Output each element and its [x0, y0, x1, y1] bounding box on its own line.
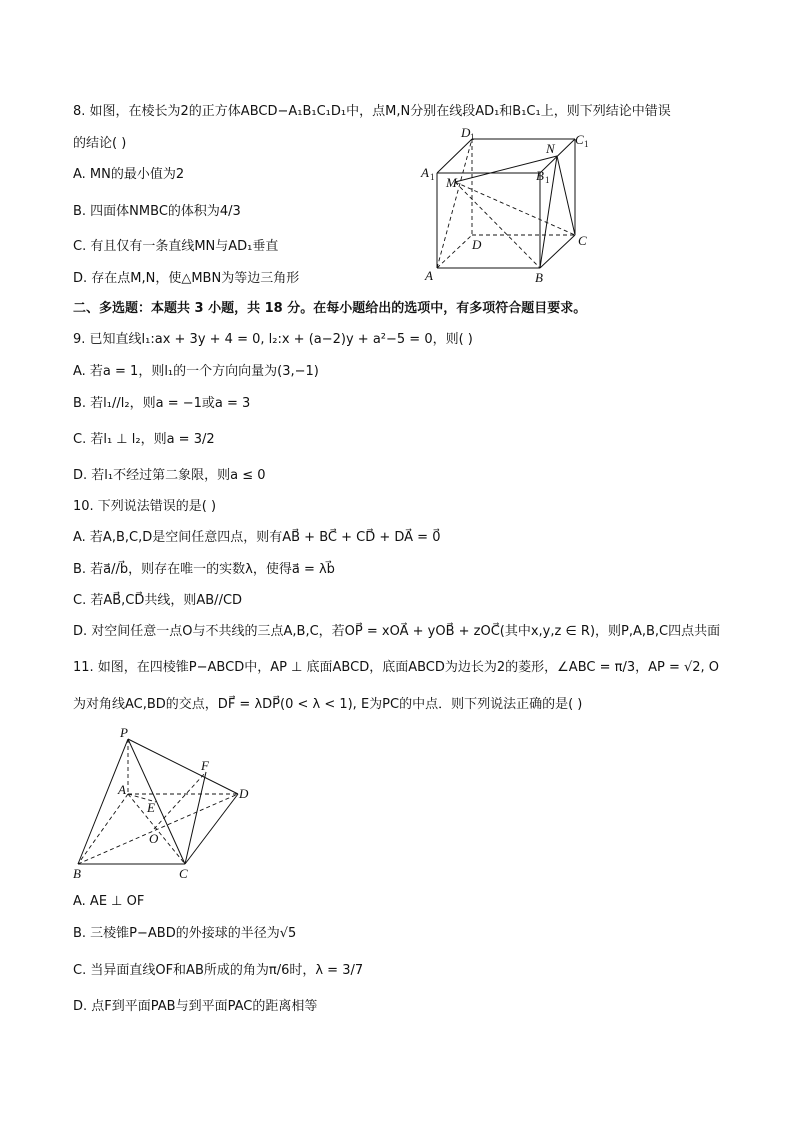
pyramid-label-C: C	[179, 866, 188, 881]
pyramid-label-F: F	[201, 758, 209, 773]
q8-stem-line2: 的结论( )	[73, 136, 127, 151]
cube-label-B: B	[535, 270, 543, 285]
cube-label-B1: B	[536, 168, 544, 183]
q11-stem-line2: 为对角线AC,BD的交点，DF⃗ = λDP⃗(0 < λ < 1), E为PC的中点．则下列说法正确的是( )	[73, 697, 583, 712]
q9-option-c: C. 若l₁ ⊥ l₂，则a = 3/2	[73, 432, 215, 447]
pyramid-label-D: D	[239, 786, 249, 801]
q10-option-b: B. 若a⃗//b⃗，则存在唯一的实数λ，使得a⃗ = λb⃗	[73, 562, 335, 577]
cube-label-M: M	[446, 175, 457, 190]
pyramid-label-O: O	[149, 831, 159, 846]
pyramid-label-A: A	[118, 782, 126, 797]
q8-option-b: B. 四面体NMBC的体积为4/3	[73, 204, 241, 219]
q11-stem-line1: 11. 如图，在四棱锥P−ABCD中，AP ⊥ 底面ABCD，底面ABCD为边长为2的菱形，∠ABC = π/3，AP = √2, O	[73, 660, 720, 675]
q8-option-c: C. 有且仅有一条直线MN与AD₁垂直	[73, 239, 279, 254]
cube-label-C1-sub: 1	[584, 139, 589, 149]
q10-stem: 10. 下列说法错误的是( )	[73, 499, 217, 514]
q11-option-a: A. AE ⊥ OF	[73, 894, 145, 909]
cube-label-B1-sub: 1	[545, 175, 550, 185]
cube-label-C: C	[578, 233, 587, 248]
q9-stem: 9. 已知直线l₁:ax + 3y + 4 = 0, l₂:x + (a−2)y + a²−5 = 0，则( )	[73, 332, 473, 347]
q11-option-b: B. 三棱锥P−ABD的外接球的半径为√5	[73, 926, 297, 941]
pyramid-label-P: P	[120, 725, 128, 740]
q11-option-c: C. 当异面直线OF和AB所成的角为π/6时，λ = 3/7	[73, 963, 364, 978]
cube-label-D1: D	[461, 125, 471, 140]
q9-option-b: B. 若l₁//l₂，则a = −1或a = 3	[73, 396, 251, 411]
cube-label-A1-sub: 1	[430, 172, 435, 182]
q10-option-a: A. 若A,B,C,D是空间任意四点，则有AB⃗ + BC⃗ + CD⃗ + DA⃗ = 0⃗	[73, 530, 441, 545]
section-2-heading: 二、多选题：本题共 3 小题，共 18 分。在每小题给出的选项中，有多项符合题目要求。	[73, 301, 587, 316]
cube-label-A: A	[425, 268, 433, 283]
cube-label-C1: C	[575, 132, 584, 147]
cube-label-D: D	[472, 237, 482, 252]
q8-stem-line1: 8. 如图，在棱长为2的正方体ABCD−A₁B₁C₁D₁中，点M,N分别在线段AD₁和B₁C₁上，则下列结论中错误	[73, 104, 671, 119]
cube-label-N: N	[546, 141, 555, 156]
cube-figure	[415, 125, 595, 285]
pyramid-label-E: E	[147, 800, 155, 815]
cube-label-A1: A	[421, 165, 429, 180]
q9-option-a: A. 若a = 1，则l₁的一个方向向量为(3,−1)	[73, 364, 319, 379]
q8-option-d: D. 存在点M,N，使△MBN为等边三角形	[73, 271, 300, 286]
q11-option-d: D. 点F到平面PAB与到平面PAC的距离相等	[73, 999, 318, 1014]
pyramid-label-B: B	[73, 866, 81, 881]
cube-label-D1-sub: 1	[470, 132, 475, 142]
q10-option-c: C. 若AB⃗,CD⃗共线，则AB//CD	[73, 593, 243, 608]
q9-option-d: D. 若l₁不经过第二象限，则a ≤ 0	[73, 468, 266, 483]
q8-option-a: A. MN的最小值为2	[73, 167, 185, 182]
pyramid-figure	[68, 722, 258, 882]
q10-option-d: D. 对空间任意一点O与不共线的三点A,B,C，若OP⃗ = xOA⃗ + yOB⃗ + zOC⃗(其中x,y,z ∈ R)，则P,A,B,C四点共面	[73, 624, 721, 639]
